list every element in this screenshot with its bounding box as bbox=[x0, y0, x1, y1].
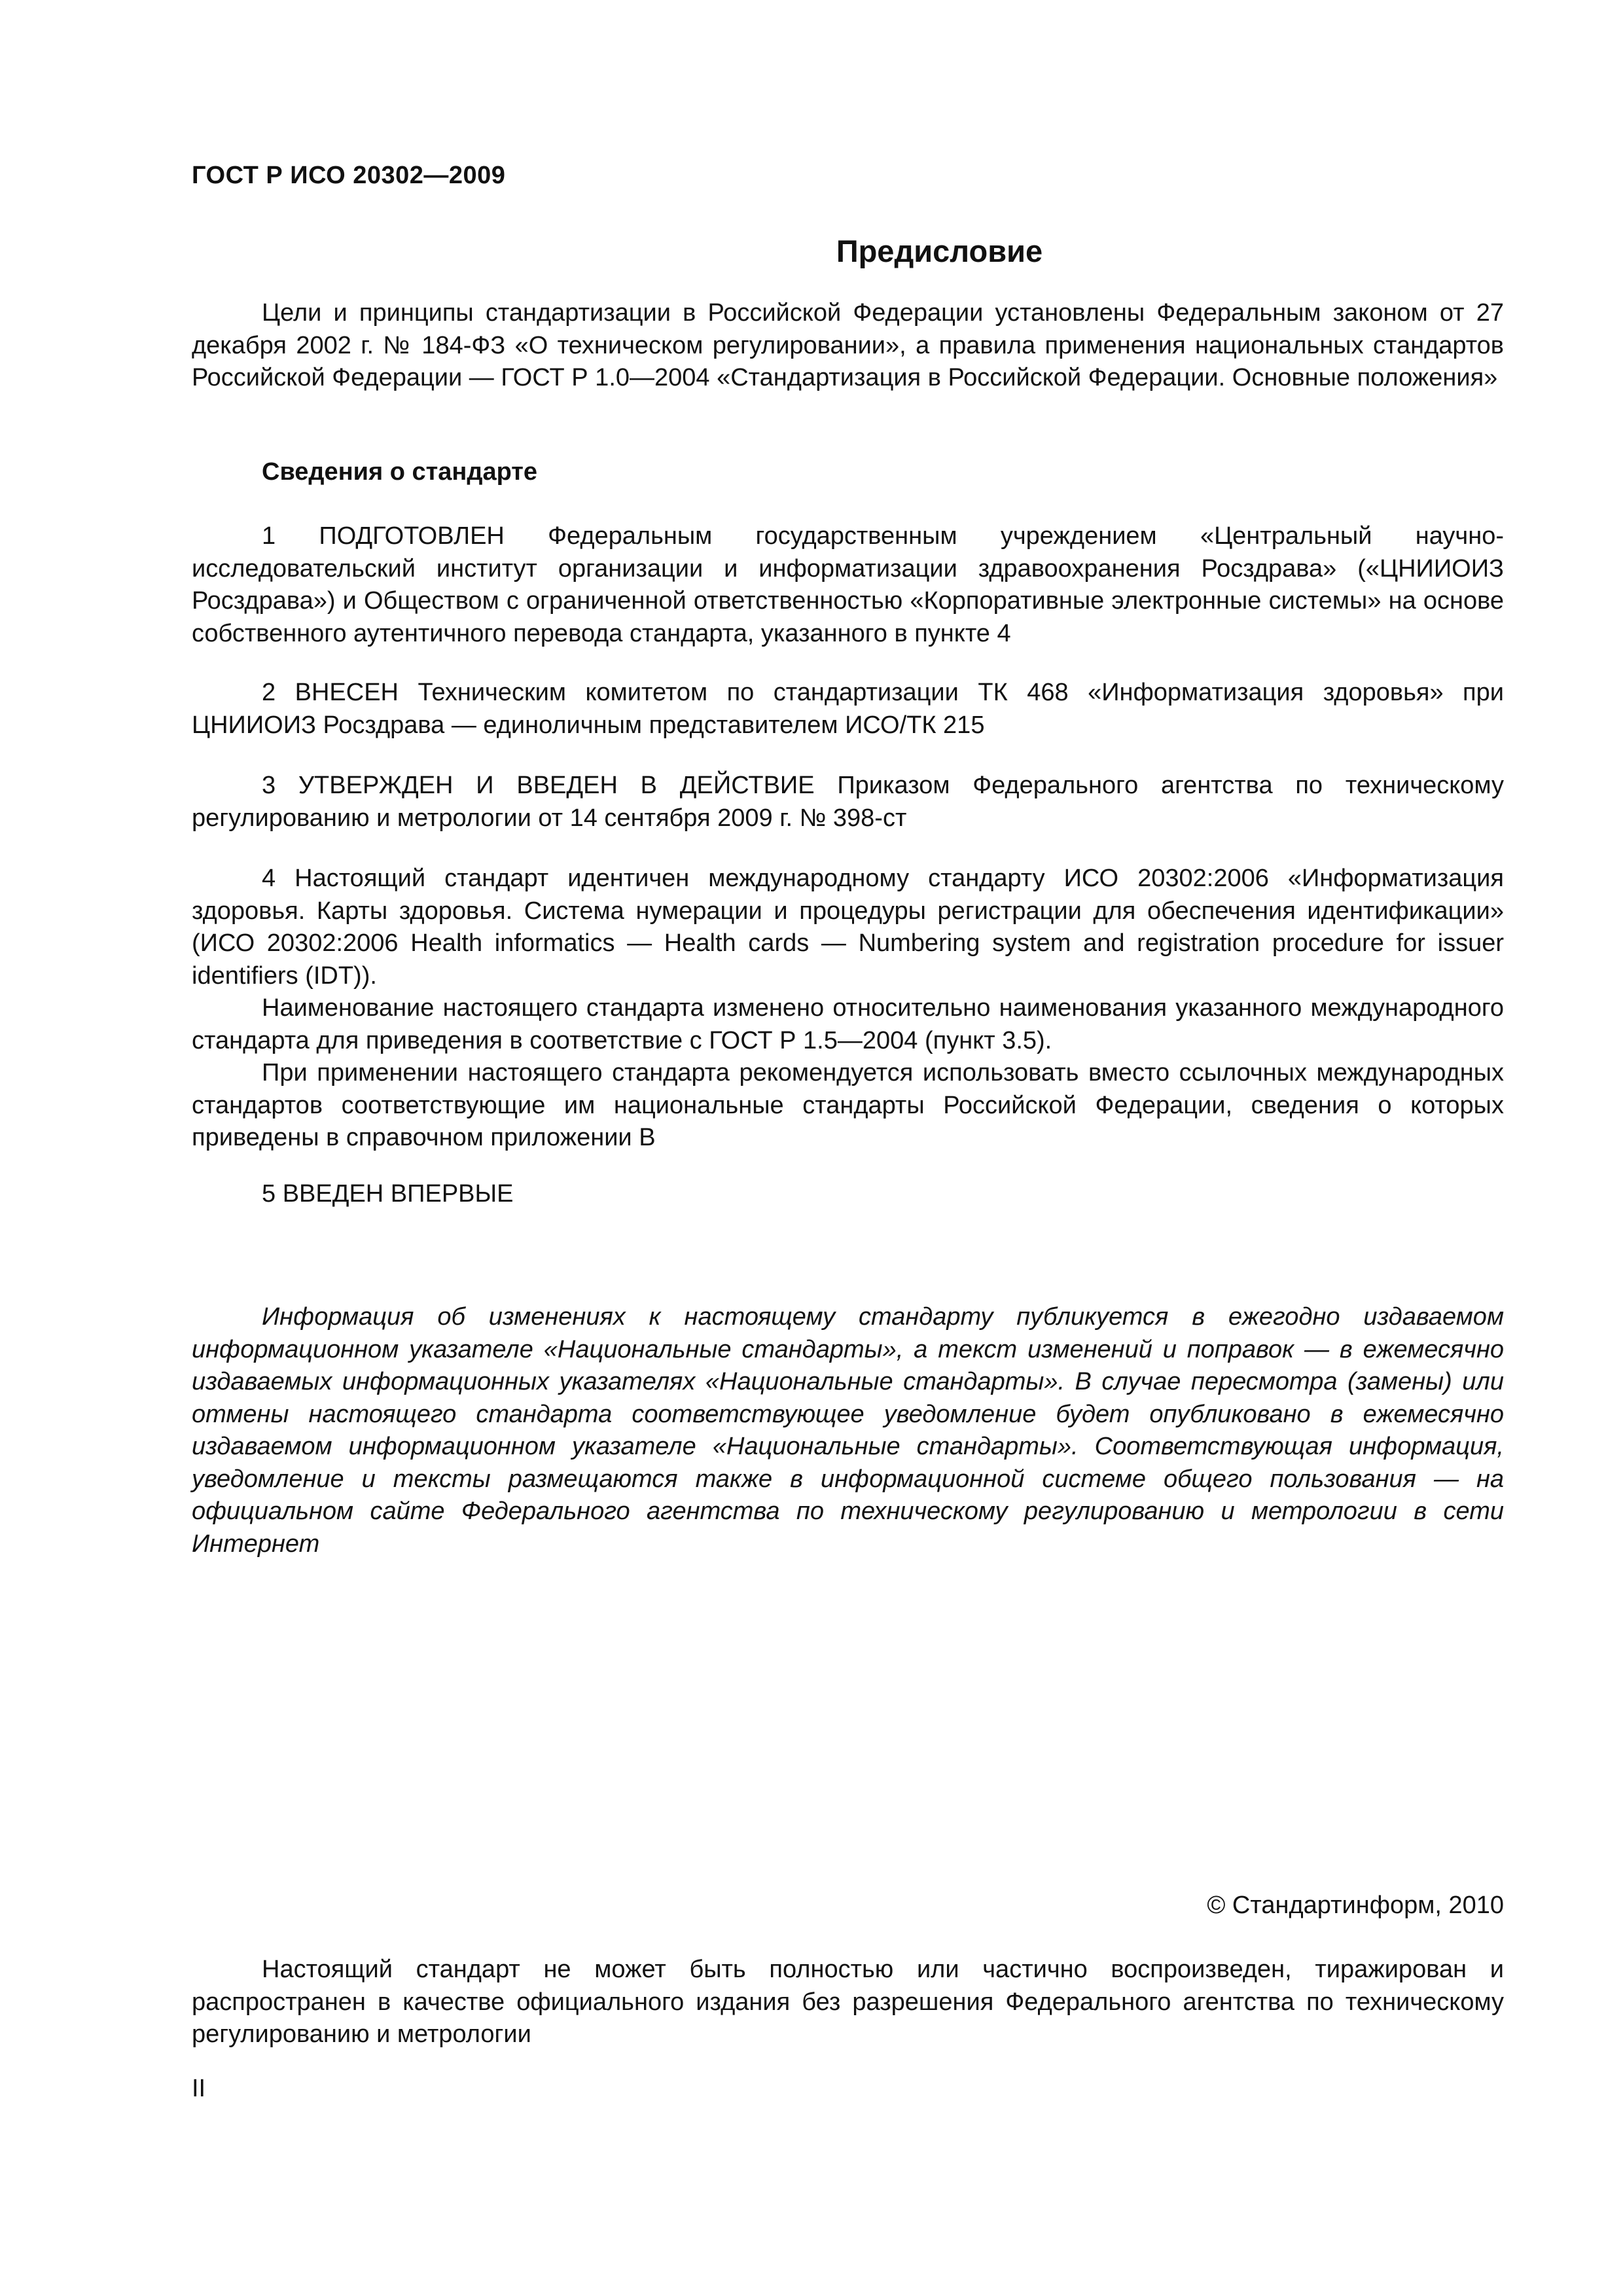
item-4 bbox=[192, 863, 1504, 1155]
item-1 bbox=[192, 520, 1504, 650]
intro-paragraph bbox=[192, 297, 1504, 395]
intro-text: Цели и принципы стандартизации в Российской Федерации установлены Федеральным законом от 27 декабря 2002 г. № 184-ФЗ «О техническом регулировании», а правила применения национальных стандартов Российской Федерации — ГОСТ Р 1.0—2004 «Стандартизация в Российской Федерации. Основные положения» bbox=[192, 299, 1504, 391]
copyright-line: © Стандартинформ, 2010 bbox=[1207, 1892, 1504, 1919]
info-heading: Сведения о стандарте bbox=[262, 458, 538, 486]
item-3-text: 3 УТВЕРЖДЕН И ВВЕДЕН В ДЕЙСТВИЕ Приказом Федерального агентства по техническому регулированию и метрологии от 14 сентября 2009 г. № 398-ст bbox=[192, 772, 1504, 832]
document-code: ГОСТ Р ИСО 20302—2009 bbox=[192, 162, 506, 189]
item-4-paragraph-3: При применении настоящего стандарта рекомендуется использовать вместо ссылочных международных стандартов соответствующие им национальные стандарты Российской Федерации, сведения о которых приведены в справочном приложении В bbox=[192, 1059, 1504, 1151]
item-5 bbox=[192, 1178, 1504, 1211]
item-2 bbox=[192, 677, 1504, 742]
item-4-paragraph-1: 4 Настоящий стандарт идентичен международному стандарту ИСО 20302:2006 «Информатизация здоровья. Карты здоровья. Система нумерации и процедуры регистрации для обеспечения идентификации» (ИСО 20302:2006 Health informatics — Health cards — Numbering system and registration procedure for issuer identifiers (IDT)). bbox=[192, 865, 1504, 990]
reproduction-notice bbox=[192, 1954, 1504, 2051]
item-1-text: 1 ПОДГОТОВЛЕН Федеральным государственным учреждением «Центральный научно-исследовательский институт организации и информатизации здравоохранения Росздрава» («ЦНИИОИЗ Росздрава») и Обществом с ограниченной ответственностью «Корпоративные электронные системы» на основе собственного аутентичного перевода стандарта, указанного в пункте 4 bbox=[192, 522, 1504, 647]
notice-block bbox=[192, 1301, 1504, 1560]
page-title: Предисловие bbox=[836, 234, 1043, 268]
reproduction-notice-text: Настоящий стандарт не может быть полностью или частично воспроизведен, тиражирован и распространен в качестве официального издания без разрешения Федерального агентства по техническому регулированию и метрологии bbox=[192, 1956, 1504, 2048]
notice-text: Информация об изменениях к настоящему стандарту публикуется в ежегодно издаваемом информационном указателе «Национальные стандарты», а текст изменений и поправок — в ежемесячно издаваемых информационных указателях «Национальные стандарты». В случае пересмотра (замены) или отмены настоящего стандарта соответствующее уведомление будет опубликовано в ежемесячно издаваемом информационном указателе «Национальные стандарты». Соответствующая информация, уведомление и тексты размещаются также в информационной системе общего пользования — на официальном сайте Федерального агентства по техническому регулированию и метрологии в сети Интернет bbox=[192, 1303, 1504, 1558]
item-5-text: 5 ВВЕДЕН ВПЕРВЫЕ bbox=[262, 1180, 514, 1208]
item-4-paragraph-2: Наименование настоящего стандарта изменено относительно наименования указанного международного стандарта для приведения в соответствие с ГОСТ Р 1.5—2004 (пункт 3.5). bbox=[192, 994, 1504, 1054]
item-2-text: 2 ВНЕСЕН Техническим комитетом по стандартизации ТК 468 «Информатизация здоровья» при ЦНИИОИЗ Росздрава — единоличным представителем ИСО/ТК 215 bbox=[192, 679, 1504, 739]
item-3 bbox=[192, 770, 1504, 834]
page-number: II bbox=[192, 2075, 206, 2102]
